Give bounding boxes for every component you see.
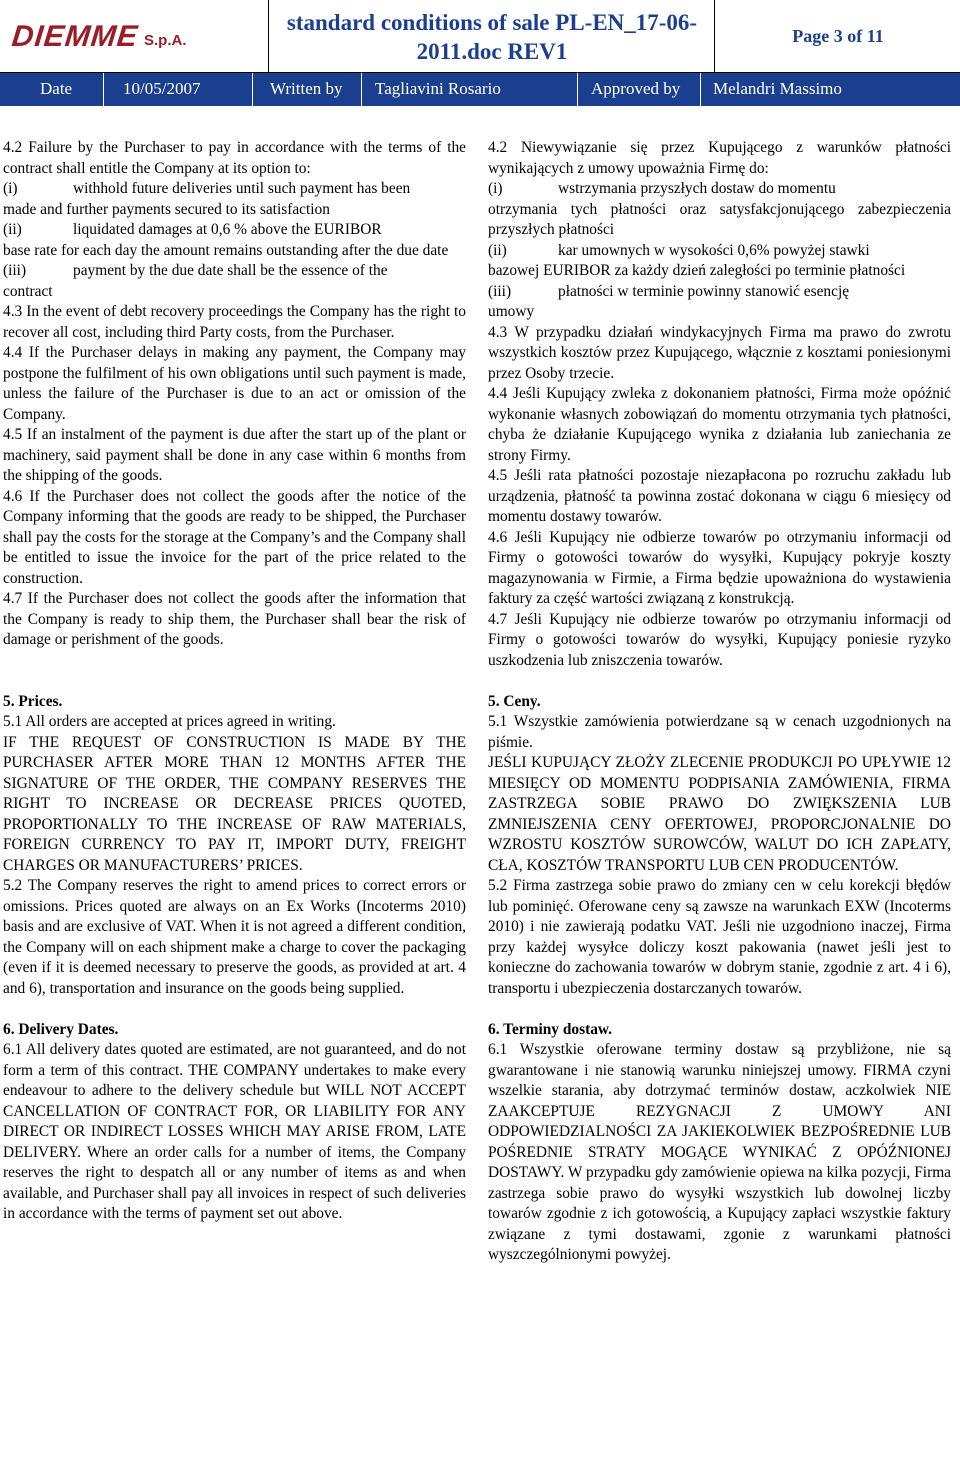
clause-4-4: 4.4 Jeśli Kupujący zwleka z dokonaniem płatności, Firma może opóźnić wykonanie własnych zobowiązań do momentu otrzymania tych płatności, chyba że działanie Kupującego wynika z działania lub zaniechania ze strony Firmy.: [488, 385, 951, 464]
clause-4-7: 4.7 Jeśli Kupujący nie odbierze towarów po otrzymaniu informacji od Firmy o gotowości towarów do wysyłki, Kupujący poniesie ryzyko uszkodzenia lub zniszczenia towarów.: [488, 610, 951, 669]
clause-4-2-ii-cont: bazowej EURIBOR za każdy dzień zaległości po terminie płatności: [488, 262, 906, 279]
written-by-label: Written by: [270, 79, 343, 98]
item-number: (ii): [488, 241, 507, 259]
english-column: [3, 138, 466, 1225]
clause-5-1: 5.1 Wszystkie zamówienia potwierdzane są w cenach uzgodnionych na piśmie.: [488, 713, 951, 751]
item-text: płatności w terminie powinny stanowić esencję: [558, 282, 850, 300]
date-value: 10/05/2007: [123, 79, 201, 98]
item-number: (i): [3, 180, 18, 197]
header-info-bar: [0, 73, 960, 106]
date-label: Date: [40, 79, 73, 98]
clause-5-1-caps: IF THE REQUEST OF CONSTRUCTION IS MADE BY THE PURCHASER AFTER MORE THAN 12 MONTHS AFTER THE SIGNATURE OF THE ORDER, THE COMPANY RESERVES THE RIGHT TO INCREASE OR DECREASE PRICES QUOTED, PROPORTIONALLY TO THE INCREASE OF RAW MATERIALS, FOREIGN CURRENCY TO PAY IT, IMPORT DUTY, FREIGHT CHARGES OR MANUFACTURERS’ PRICES.: [3, 733, 466, 874]
polish-column: [488, 138, 951, 1266]
document-header: [0, 0, 960, 106]
item-number: (ii): [3, 221, 22, 238]
clause-4-5: 4.5 If an instalment of the payment is due after the start up of the plant or machinery, said payment shall be done in any case within 6 months from the shipping of the goods.: [3, 426, 466, 484]
clause-4-2-ii: [3, 220, 466, 241]
clause-5-1-caps: JEŚLI KUPUJĄCY ZŁOŻY ZLECENIE PRODUKCJI PO UPŁYWIE 12 MIESIĘCY OD MOMENTU PODPISANIA ZAMÓWIENIA, FIRMA ZASTRZEGA SOBIE PRAWO DO ZWIĘKSZENIA LUB ZMNIEJSZENIA CENY OFERTOWEJ, PROPORCJONALNIE DO WZROSTU KOSZTÓW SUROWCÓW, WALUT DO ICH ZAPŁATY, CŁA, KOSZTÓW TRANSPORTU LUB CEN PRODUCENTÓW.: [488, 754, 951, 874]
header-divider: [268, 0, 269, 72]
clause-4-2-i: [3, 179, 466, 200]
clause-4-2-iii-cont: contract: [3, 282, 53, 300]
clause-4-2-ii-cont: base rate for each day the amount remains outstanding after the due date: [3, 241, 449, 259]
header-bar-divider: [361, 73, 362, 106]
item-number: (i): [488, 180, 503, 197]
approved-by-value: Melandri Massimo: [713, 79, 842, 98]
clause-4-2-intro: 4.2 Failure by the Purchaser to pay in accordance with the terms of the contract shall entitle the Company at its option to:: [3, 139, 466, 177]
clause-4-2-ii: [488, 241, 951, 262]
item-text: liquidated damages at 0,6 % above the EURIBOR: [73, 221, 382, 238]
clause-5-2: 5.2 Firma zastrzega sobie prawo do zmiany cen w celu korekcji błędów lub pominięć. Oferowane ceny są zawsze na warunkach EXW (Incoterms 2010) i nie zawierają podatku VAT. Jeśli nie uzgodniono inaczej, Firma przy każdej wysyłce doliczy koszt pakowania (nawet jeśli jest to konieczne do zachowania towarów w dobrym stanie, zgodnie z art. 4 i 6), transportu i ubezpieczenia dostarczanych towarów.: [488, 877, 951, 997]
header-divider: [714, 0, 715, 72]
item-number: (iii): [3, 262, 27, 279]
approved-by-label: Approved by: [591, 79, 681, 98]
clause-4-2-iii: [3, 261, 466, 282]
header-top-row: [0, 0, 960, 73]
header-bar-divider: [103, 73, 104, 106]
clause-5-2: 5.2 The Company reserves the right to amend prices to correct errors or omissions. Prices quoted are always on an Ex Works (Incoterms 2010) basis and are exclusive of VAT. When it is not agreed a different condition, the Company will on each shipment make a charge to cover the packaging (even if it is deemed necessary to preserve the goods, as provided at art. 4 and 6), transportation and insurance on the goods being supplied.: [3, 877, 466, 997]
clause-4-7: 4.7 If the Purchaser does not collect the goods after the information that the Company is ready to ship them, the Purchaser shall bear the risk of damage or perishment of the goods.: [3, 590, 466, 648]
item-text: wstrzymania przyszłych dostaw do momentu: [558, 180, 836, 197]
header-bar-divider: [700, 73, 701, 106]
clause-4-4: 4.4 If the Purchaser delays in making any payment, the Company may postpone the fulfilment of his own obligations until such payment is made, unless the failure of the Purchaser is due to an act or omission of the Company.: [3, 344, 466, 423]
clause-4-3: 4.3 In the event of debt recovery proceedings the Company has the right to recover all cost, including third Party costs, from the Purchaser.: [3, 303, 466, 341]
item-text: payment by the due date shall be the essence of the: [73, 262, 388, 279]
clause-4-2-iii: [488, 282, 951, 303]
header-bar-divider: [252, 73, 253, 106]
clause-4-6: 4.6 If the Purchaser does not collect the goods after the notice of the Company informing that the goods are ready to be shipped, the Purchaser shall pay the costs for the storage at the Company’s and the Company shall be entitled to issue the invoice for the part of the price related to the construction.: [3, 487, 466, 587]
section-6-title: 6. Delivery Dates.: [3, 1020, 119, 1038]
logo-wordmark: DIEMME: [10, 20, 140, 53]
clause-4-2-intro: 4.2 Niewywiązanie się przez Kupującego z warunków płatności wynikających z umowy upoważnia Firmę do:: [488, 139, 951, 177]
clause-4-6: 4.6 Jeśli Kupujący nie odbierze towarów po otrzymaniu informacji od Firmy o gotowości towarów do wysyłki, Kupujący pokryje koszty magazynowania w Firmie, a Firma będzie upoważniona do wystawienia faktury za część wartości związaną z konstrukcją.: [488, 528, 951, 607]
clause-6-1: 6.1 All delivery dates quoted are estimated, are not guaranteed, and do not form a term of this contract. THE COMPANY undertakes to make every endeavour to adhere to the delivery schedule but WILL NOT ACCEPT CANCELLATION OF CONTRACT FOR, OR LIABILITY FOR ANY DIRECT OR INDIRECT LOSSES WHICH MAY ARISE FROM, LATE DELIVERY. Where an order calls for a number of items, the Company reserves the right to despatch all or any number of items as and when available, and Purchaser shall pay all invoices in respect of such deliveries in accordance with the terms of payment set out above.: [3, 1041, 466, 1222]
clause-4-3: 4.3 W przypadku działań windykacyjnych Firma ma prawo do zwrotu wszystkich kosztów przez Kupującego, włącznie z kosztami poniesionymi przez Osoby trzecie.: [488, 323, 951, 382]
company-logo: [12, 20, 187, 52]
document-title: standard conditions of sale PL-EN_17-06-2011.doc REV1: [286, 10, 698, 64]
page-number: Page 3 of 11: [792, 26, 884, 46]
section-5-title: 5. Prices.: [3, 692, 63, 710]
clause-5-1: 5.1 All orders are accepted at prices agreed in writing.: [3, 713, 336, 730]
written-by-value: Tagliavini Rosario: [375, 79, 501, 98]
section-5-title: 5. Ceny.: [488, 692, 541, 710]
clause-6-1: 6.1 Wszystkie oferowane terminy dostaw są przybliżone, nie są gwarantowane i nie stanowią warunku niniejszej umowy. FIRMA czyni wszelkie starania, aby dotrzymać terminów dostaw, aczkolwiek NIE ZAAKCEPTUJE REZYGNACJI Z UMOWY ANI ODPOWIEDZIALNOŚCI ZA JAKIEKOLWIEK BEZPOŚREDNIE LUB POŚREDNIE STRATY MOGĄCE WYNIKAĆ Z OPÓŹNIONEJ DOSTAWY. W przypadku gdy zamówienie opiewa na kilka pozycji, Firma zastrzega sobie prawo do wysyłki wszystkich lub dowolnej liczby towarów zgodnie z ich gotowością, a Kupujący zapłaci wszystkie faktury związane z tymi dostawami, zgonie z warunkami płatności wyszczególnionymi powyżej.: [488, 1041, 951, 1263]
item-text: withhold future deliveries until such payment has been: [73, 180, 411, 197]
clause-4-2-i-cont: made and further payments secured to its satisfaction: [3, 200, 330, 218]
clause-4-2-i-cont: otrzymania tych płatności oraz satysfakcjonującego zabezpieczenia przyszłych płatności: [488, 200, 951, 238]
logo-suffix: S.p.A.: [144, 32, 187, 49]
header-bar-divider: [577, 73, 578, 106]
clause-4-2-i: [488, 179, 951, 200]
clause-4-5: 4.5 Jeśli rata płatności pozostaje niezapłacona po rozruchu zakładu lub urządzenia, płatność ta powinna zostać dokonana w ciągu 6 miesięcy od momentu dostawy towarów.: [488, 467, 951, 525]
item-text: kar umownych w wysokości 0,6% powyżej stawki: [558, 241, 870, 259]
section-6-title: 6. Terminy dostaw.: [488, 1020, 613, 1038]
clause-4-2-iii-cont: umowy: [488, 303, 535, 320]
item-number: (iii): [488, 282, 512, 300]
